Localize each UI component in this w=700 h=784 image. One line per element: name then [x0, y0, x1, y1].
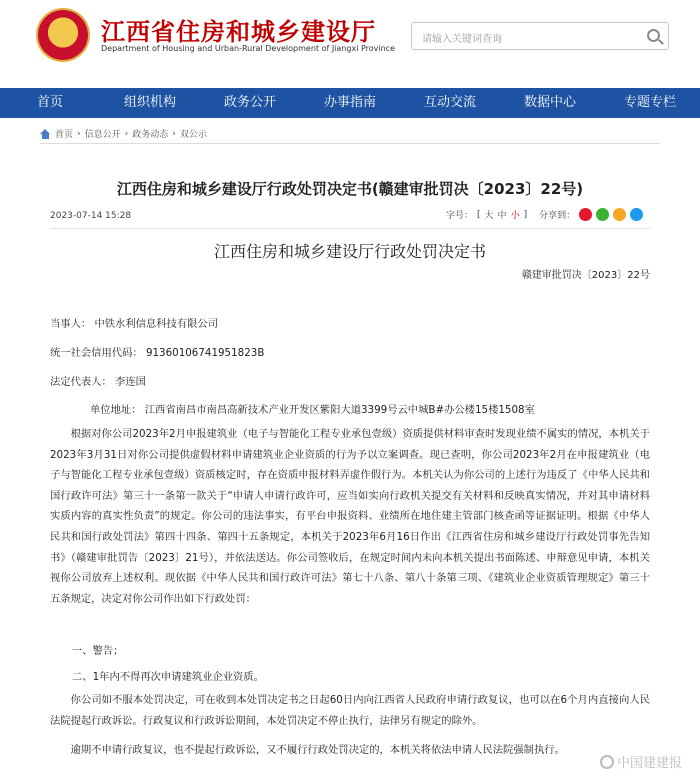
- party-line: 当事人： 中铁水利信息科技有限公司: [50, 318, 219, 330]
- site-title: 江西省住房和城乡建设厅: [101, 18, 376, 46]
- document-number: 赣建审批罚决〔2023〕22号: [521, 270, 650, 281]
- address-line: 单位地址： 江西省南昌市南昌高新技术产业开发区紫阳大道3399号云中城B#办公楼15楼1508室: [90, 404, 535, 416]
- site-header: [0, 0, 700, 88]
- nav-item-public-affairs[interactable]: 政务公开: [223, 95, 276, 110]
- legal-rep-line: 法定代表人： 李连国: [50, 376, 146, 388]
- penalty-item-1: 一、警告；: [72, 645, 124, 657]
- breadcrumb: 首页 › 信息公开 › 政务动态 › 双公示: [40, 127, 207, 140]
- share-label: 分享到：: [539, 211, 576, 221]
- wechat-icon[interactable]: [596, 208, 609, 221]
- penalty-item-2: 二、1年内不得再次申请建筑业企业资质。: [72, 671, 264, 683]
- nav-item-service-guide[interactable]: 办事指南: [323, 95, 376, 110]
- main-nav: [0, 88, 700, 118]
- breadcrumb-double-public[interactable]: 双公示: [179, 130, 207, 140]
- breadcrumb-home[interactable]: 首页: [55, 130, 74, 140]
- breadcrumb-news[interactable]: 政务动态: [132, 130, 169, 140]
- watermark-icon: [600, 755, 614, 769]
- body-paragraph-1: 根据对你公司2023年2月申报建筑业（电子与智能化工程专业承包壹级）资质提供材料审查时发现业绩不属实的情况，本机关于2023年3月31日对你公司提供虚假材料申请建筑业企业资质的行为予以立案调查。现已查明，你公司2023年2月在申报建筑业（电子与智能化工程专业承包壹级）资质核定时，存在资质申报材料弄虚作假行为。本机关认为你公司的上述行为违反了《中华人民共和国行政许可法》第三十一条第一款关于“申请人申请行政许可，应当如实向行政机关提交有关材料和反映真实情况，并对其申请材料实质内容的真实性负责”的规定。你公司的违法事实，有平台申报资料、业绩所在地住建主管部门核查函等证据证明。根据《中华人民共和国行政处罚法》第四十四条、第四十五条规定，本机关于2023年6月16日作出《江西省住房和城乡建设厅行政处罚事先告知书》（赣建审批罚告〔2023〕21号），并依法送达。你公司签收后，在规定时间内未向本机关提出书面陈述、申辩意见申请，本机关视你公司放弃上述权利。现依据《中华人民共和国行政许可法》第七十八条、第八十条第三项、《建筑业企业资质管理规定》第三十五条规定，决定对你公司作出如下行政处罚：: [50, 428, 650, 605]
- body-paragraph-3: 逾期不申请行政复议，也不提起行政诉讼，又不履行行政处罚决定的，本机关将依法申请人民法院强制执行。: [70, 744, 565, 756]
- document-title: 江西住房和城乡建设厅行政处罚决定书: [213, 242, 486, 261]
- search-icon[interactable]: [647, 29, 660, 42]
- qq-icon[interactable]: [630, 208, 643, 221]
- body-paragraph-2: 你公司如不服本处罚决定，可在收到本处罚决定书之日起60日内向江西省人民政府申请行政复议，也可以在6个月内直接向人民法院提起行政诉讼。行政复议和行政诉讼期间，本处罚决定不停止执行，法律另有规定的除外。: [50, 694, 650, 727]
- home-icon: [40, 129, 51, 139]
- qzone-icon[interactable]: [613, 208, 626, 221]
- font-size-label: 字号：: [446, 211, 474, 221]
- national-emblem-logo: [38, 10, 88, 60]
- nav-item-home[interactable]: 首页: [36, 95, 63, 110]
- breadcrumb-info-public[interactable]: 信息公开: [84, 130, 121, 140]
- article-title: 江西住房和城乡建设厅行政处罚决定书(赣建审批罚决〔2023〕22号): [116, 180, 584, 198]
- search-input[interactable]: [411, 22, 669, 50]
- article-tools: 字号： [ 大 中 小 ] 分享到：: [446, 208, 643, 221]
- nav-item-organization[interactable]: 组织机构: [123, 95, 176, 110]
- site-subtitle: Department of Housing and Urban-Rural Development of Jiangxi Province: [101, 44, 395, 53]
- search-placeholder: 请输入关键词查询: [422, 34, 502, 45]
- weibo-icon[interactable]: [579, 208, 592, 221]
- divider: [40, 143, 660, 144]
- font-mid-button[interactable]: 中: [497, 211, 507, 221]
- nav-item-data-center[interactable]: 数据中心: [523, 95, 576, 110]
- publish-date: 2023-07-14 15:28: [50, 211, 132, 221]
- divider: [50, 228, 650, 229]
- credit-code-line: 统一社会信用代码： 91360106741951823В: [50, 347, 265, 359]
- font-large-button[interactable]: 大: [484, 211, 494, 221]
- nav-item-interaction[interactable]: 互动交流: [423, 95, 476, 110]
- watermark: 中国建建报: [600, 752, 682, 771]
- nav-item-topics[interactable]: 专题专栏: [623, 95, 676, 110]
- font-small-button[interactable]: 小: [510, 211, 520, 221]
